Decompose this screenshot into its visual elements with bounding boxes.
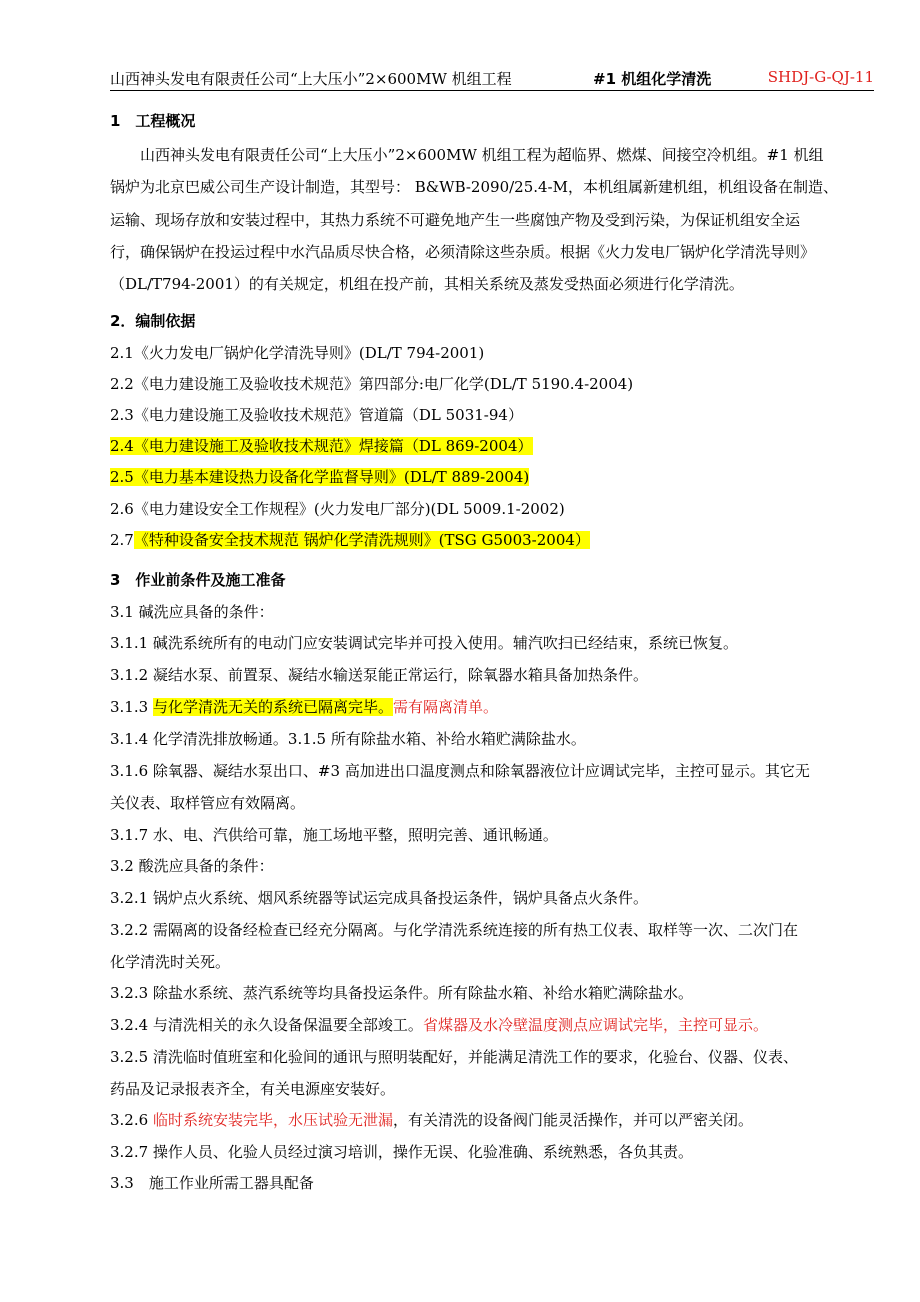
- section-1-line-1: 山西神头发电有限责任公司“上大压小”2×600MW 机组工程为超临界、燃煤、间接空冷机组。#1 机组: [110, 146, 824, 164]
- reference-item-2-5: [110, 466, 529, 488]
- red-note-text: 临时系统安装完毕，水压试验无泄漏: [152, 1111, 393, 1129]
- clause-3-1-6-line-2: 关仪表、取样管应有效隔离。: [110, 794, 306, 812]
- clause-3-1-6-line-1: 3.1.6 除氧器、凝结水泵出口、#3 高加进出口温度测点和除氧器液位计应调试完毕，主控可显示。其它无: [110, 762, 810, 780]
- clause-text: ，有关清洗的设备阀门能灵活操作，并可以严密关闭。: [392, 1111, 753, 1129]
- clause-text: 3.2.4 与清洗相关的永久设备保温要全部竣工。: [110, 1016, 423, 1034]
- section-1-line-2: 锅炉为北京巴威公司生产设计制造，其型号： B&WB-2090/25.4-M，本机组属新建机组，机组设备在制造、: [110, 178, 838, 196]
- header-project-title: 山西神头发电有限责任公司“上大压小”2×600MW 机组工程: [110, 70, 512, 88]
- item-number: 2.7: [110, 531, 134, 549]
- reference-item-2-4: [110, 435, 533, 457]
- header-document-code: SHDJ-G-QJ-11: [767, 68, 874, 86]
- reference-item-2-7: [110, 529, 590, 551]
- clause-3-2-7: 3.2.7 操作人员、化验人员经过演习培训，操作无误、化验准确、系统熟悉，各负其责。: [110, 1143, 693, 1161]
- section-1-heading: 1 工程概况: [110, 112, 196, 130]
- highlighted-text: 2.5《电力基本建设热力设备化学监督导则》(DL/T 889-2004): [110, 468, 530, 486]
- highlighted-text: 2.4《电力建设施工及验收技术规范》焊接篇（DL 869-2004）: [110, 437, 533, 455]
- section-3-heading: 3 作业前条件及施工准备: [110, 571, 286, 589]
- clause-3-2-2-line-2: 化学清洗时关死。: [110, 953, 231, 971]
- reference-item-2-1: 2.1《火力发电厂锅炉化学清洗导则》(DL/T 794-2001): [110, 344, 485, 362]
- header-document-title: #1 机组化学清洗: [593, 70, 712, 88]
- highlighted-text: 与化学清洗无关的系统已隔离完毕。: [152, 698, 393, 716]
- clause-3-2: 3.2 酸洗应具备的条件：: [110, 857, 274, 875]
- clause-3-2-5-line-1: 3.2.5 清洗临时值班室和化验间的通讯与照明装配好，并能满足清洗工作的要求，化验台、仪器、仪表、: [110, 1048, 798, 1066]
- clause-3-2-4: [110, 1014, 768, 1036]
- clause-3-1: 3.1 碱洗应具备的条件：: [110, 603, 274, 621]
- clause-3-3: 3.3 施工作业所需工器具配备: [110, 1174, 314, 1192]
- section-1-line-3: 运输、现场存放和安装过程中，其热力系统不可避免地产生一些腐蚀产物及受到污染，为保证机组安全运: [110, 211, 801, 229]
- clause-3-2-2-line-1: 3.2.2 需隔离的设备经检查已经充分隔离。与化学清洗系统连接的所有热工仪表、取样等一次、二次门在: [110, 921, 798, 939]
- clause-3-2-5-line-2: 药品及记录报表齐全，有关电源座安装好。: [110, 1080, 396, 1098]
- clause-3-1-7: 3.1.7 水、电、汽供给可靠，施工场地平整，照明完善、通讯畅通。: [110, 826, 558, 844]
- clause-3-2-3: 3.2.3 除盐水系统、蒸汽系统等均具备投运条件。所有除盐水箱、补给水箱贮满除盐水。: [110, 984, 693, 1002]
- reference-item-2-6: 2.6《电力建设安全工作规程》(火力发电厂部分)(DL 5009.1-2002): [110, 500, 565, 518]
- section-1-line-5: （DL/T794-2001）的有关规定，机组在投产前，其相关系统及蒸发受热面必须进行化学清洗。: [110, 275, 744, 293]
- clause-3-2-1: 3.2.1 锅炉点火系统、烟风系统器等试运完成具备投运条件，锅炉具备点火条件。: [110, 889, 648, 907]
- red-note-text: 省煤器及水冷壁温度测点应调试完毕，主控可显示。: [422, 1016, 768, 1034]
- section-1-line-4: 行，确保锅炉在投运过程中水汽品质尽快合格，必须清除这些杂质。根据《火力发电厂锅炉化学清洗导则》: [110, 243, 816, 261]
- section-2-heading: 2．编制依据: [110, 312, 196, 330]
- clause-3-1-1: 3.1.1 碱洗系统所有的电动门应安装调试完毕并可投入使用。辅汽吹扫已经结束，系统已恢复。: [110, 634, 738, 652]
- red-note-text: 需有隔离清单。: [392, 698, 498, 716]
- clause-3-2-6: [110, 1109, 753, 1131]
- highlighted-text: 《特种设备安全技术规范 锅炉化学清洗规则》(TSG G5003-2004）: [133, 531, 590, 549]
- clause-number: 3.1.3: [110, 698, 153, 716]
- page-header: [110, 64, 874, 91]
- clause-3-1-4: 3.1.4 化学清洗排放畅通。3.1.5 所有除盐水箱、补给水箱贮满除盐水。: [110, 730, 586, 748]
- clause-number: 3.2.6: [110, 1111, 153, 1129]
- reference-item-2-2: 2.2《电力建设施工及验收技术规范》第四部分:电厂化学(DL/T 5190.4-2004): [110, 375, 634, 393]
- reference-item-2-3: 2.3《电力建设施工及验收技术规范》管道篇（DL 5031-94）: [110, 406, 523, 424]
- clause-3-1-3: [110, 696, 498, 718]
- clause-3-1-2: 3.1.2 凝结水泵、前置泵、凝结水输送泵能正常运行，除氧器水箱具备加热条件。: [110, 666, 648, 684]
